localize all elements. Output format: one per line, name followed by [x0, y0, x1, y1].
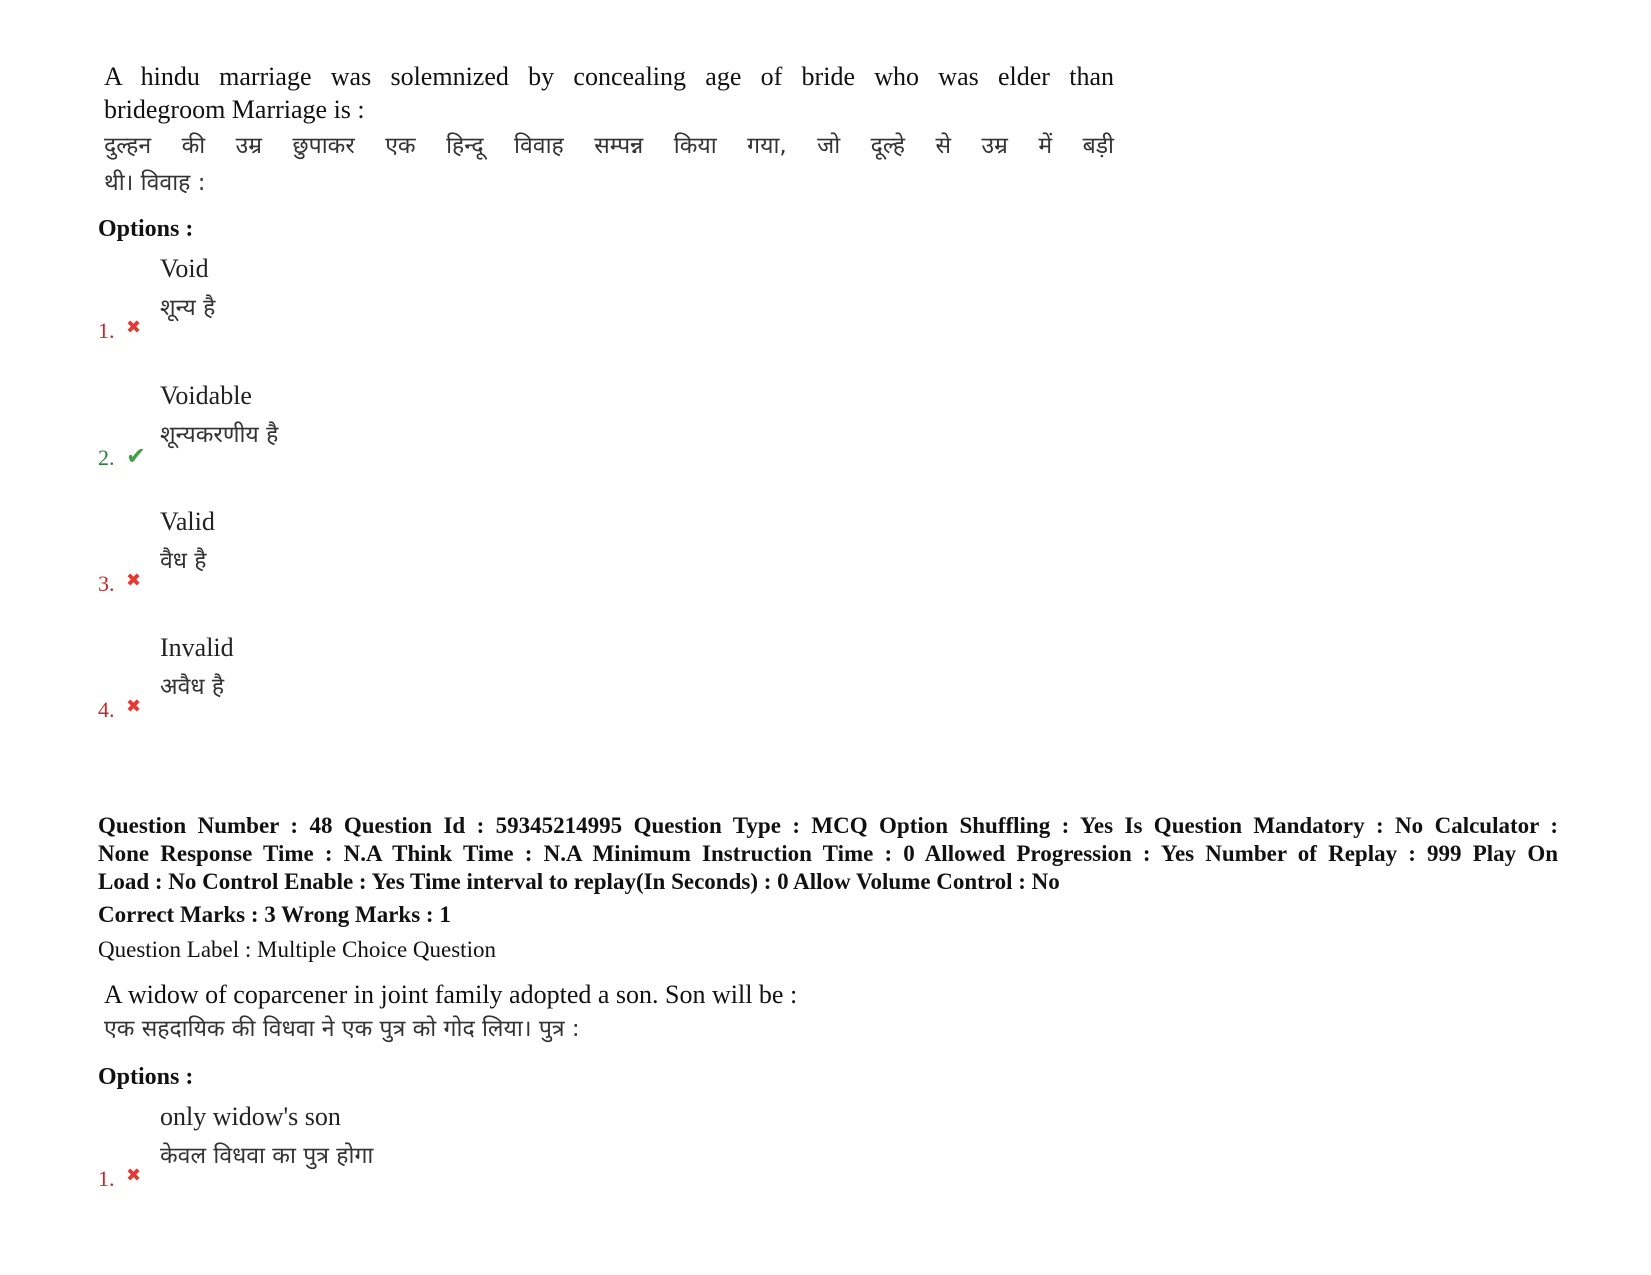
option-text-en: Valid	[160, 507, 215, 536]
option-text-en: Voidable	[160, 381, 252, 410]
question-text-en-line: A widow of coparcener in joint family adopted a son. Son will be :	[104, 980, 798, 1009]
option-number: 1.	[98, 1166, 115, 1191]
options-heading: Options :	[98, 216, 194, 242]
option-text-en: Invalid	[160, 633, 234, 662]
check-icon: ✔	[126, 444, 147, 470]
option-text-hi: केवल विधवा का पुत्र होगा	[160, 1143, 374, 1169]
option-item	[98, 507, 798, 597]
question-text	[104, 60, 1114, 200]
option-number: 4.	[98, 697, 115, 722]
question-text	[104, 978, 904, 1046]
option-item	[98, 633, 798, 723]
cross-icon: ✖	[126, 317, 142, 337]
question-marks: Correct Marks : 3 Wrong Marks : 1	[98, 902, 451, 927]
option-number: 1.	[98, 318, 115, 343]
question-metadata	[98, 812, 1558, 896]
question-label: Question Label : Multiple Choice Question	[98, 937, 496, 962]
options-heading: Options :	[98, 1064, 194, 1090]
cross-icon: ✖	[126, 1165, 142, 1185]
question-text-hi-line: दुल्हन की उम्र छुपाकर एक हिन्दू विवाह सम्पन्न किया गया, जो दूल्हे से उम्र में बड़ी	[104, 133, 1114, 159]
option-item	[98, 381, 798, 471]
option-item	[98, 254, 798, 344]
question-metadata-line: Load : No Control Enable : Yes Time interval to replay(In Seconds) : 0 Allow Volume Control : No	[98, 869, 1060, 894]
question-text-hi-line: थी। विवाह :	[104, 170, 206, 196]
option-text-hi: शून्यकरणीय है	[160, 422, 279, 448]
question-text-en-line: A hindu marriage was solemnized by concealing age of bride who was elder than	[104, 62, 1114, 91]
option-text-en: Void	[160, 254, 209, 283]
question-metadata-line: Question Number : 48 Question Id : 59345214995 Question Type : MCQ Option Shuffling : Yes Is Question Mandatory : No Calculator :	[98, 813, 1558, 838]
question-metadata-line: None Response Time : N.A Think Time : N.A Minimum Instruction Time : 0 Allowed Progression : Yes Number of Replay : 999 Play On	[98, 841, 1558, 866]
option-number: 3.	[98, 571, 115, 596]
option-text-en: only widow's son	[160, 1102, 341, 1131]
option-text-hi: शून्य है	[160, 295, 216, 321]
question-text-en-line: bridegroom Marriage is :	[104, 95, 365, 124]
option-text-hi: वैध है	[160, 548, 207, 574]
question-text-hi-line: एक सहदायिक की विधवा ने एक पुत्र को गोद लिया। पुत्र :	[104, 1016, 580, 1042]
cross-icon: ✖	[126, 696, 142, 716]
cross-icon: ✖	[126, 570, 142, 590]
option-text-hi: अवैध है	[160, 674, 225, 700]
option-item	[98, 1102, 798, 1192]
option-number: 2.	[98, 445, 115, 470]
